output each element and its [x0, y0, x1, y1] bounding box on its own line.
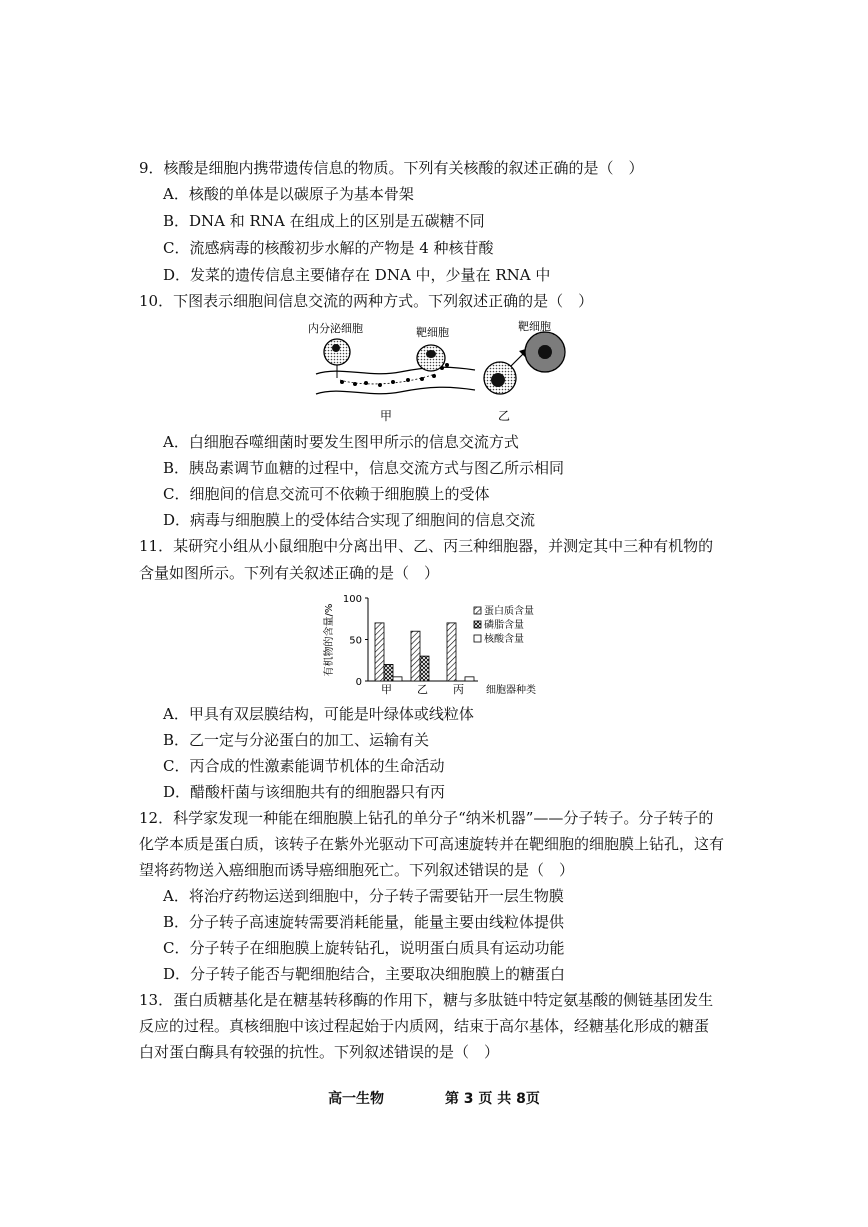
y-tick-label: 100 — [342, 594, 362, 605]
target-cell-label-b: 靶细胞 — [518, 320, 551, 333]
q10-option-d: D．病毒与细胞膜上的受体结合实现了细胞间的信息交流 — [163, 511, 536, 529]
bar-phospholipid-1 — [420, 656, 429, 681]
q12-option-d: D．分子转子能否与靶细胞结合，主要取决细胞膜上的糖蛋白 — [163, 965, 566, 983]
page-footer — [0, 1088, 868, 1108]
signaling-cell-b — [484, 362, 516, 394]
y-axis-label: 有机物的含量/% — [324, 603, 335, 677]
figure-caption-a: 甲 — [380, 409, 393, 423]
organelle-content-chart — [318, 590, 578, 700]
q13-stem-line3: 白对蛋白酶具有较强的抗性。下列叙述错误的是（ ） — [139, 1043, 500, 1061]
cell-signaling-figure — [300, 316, 580, 428]
q9-option-b: B．DNA 和 RNA 在组成上的区别是五碳糖不同 — [163, 212, 485, 230]
legend-label-protein: 蛋白质含量 — [484, 606, 534, 617]
q9-option-a: A．核酸的单体是以碳原子为基本骨架 — [163, 185, 414, 203]
x-category-label: 乙 — [417, 683, 428, 696]
q9-option-c: C．流感病毒的核酸初步水解的产物是 4 种核苷酸 — [163, 239, 494, 257]
endocrine-cell-label: 内分泌细胞 — [308, 322, 363, 335]
q11-option-a: A．甲具有双层膜结构，可能是叶绿体或线粒体 — [163, 705, 474, 723]
q11-stem-line2: 含量如图所示。下列有关叙述正确的是（ ） — [139, 564, 440, 582]
q10-stem: 10．下图表示细胞间信息交流的两种方式。下列叙述正确的是（ ） — [139, 292, 594, 310]
q11-option-c: C．丙合成的性激素能调节机体的生命活动 — [163, 757, 445, 775]
footer-subject: 高一生物 — [328, 1091, 385, 1107]
target-cell-b — [525, 332, 565, 372]
x-category-label: 甲 — [381, 683, 392, 696]
q11-stem-line1: 11．某研究小组从小鼠细胞中分离出甲、乙、丙三种细胞器，并测定其中三种有机物的 — [139, 537, 714, 555]
legend-label-phospholipid: 磷脂含量 — [484, 620, 524, 631]
q12-stem-line1: 12．科学家发现一种能在细胞膜上钻孔的单分子“纳米机器”——分子转子。分子转子的 — [139, 809, 714, 827]
y-tick-label: 50 — [349, 635, 362, 647]
bar-phospholipid-0 — [384, 664, 393, 681]
bar-protein-1 — [411, 631, 420, 681]
q13-stem-line1: 13．蛋白质糖基化是在糖基转移酶的作用下，糖与多肽链中特定氨基酸的侧链基团发生 — [139, 991, 714, 1009]
q10-option-c: C．细胞间的信息交流可不依赖于细胞膜上的受体 — [163, 485, 490, 503]
figure-caption-b: 乙 — [498, 409, 511, 423]
hormone-dots — [340, 374, 436, 387]
blood-vessel — [316, 367, 475, 374]
footer-page-number: 第 3 页 共 8页 — [444, 1091, 540, 1107]
endocrine-cell — [324, 339, 350, 365]
legend-swatch-phospholipid — [474, 621, 481, 628]
q13-stem-line2: 反应的过程。真核细胞中该过程起始于内质网，结束于高尔基体，经糖基化形成的糖蛋 — [139, 1017, 710, 1035]
bar-nucleic-acid-2 — [465, 677, 474, 681]
bar-nucleic-acid-0 — [393, 677, 402, 681]
bar-protein-2 — [447, 623, 456, 681]
x-category-label: 丙 — [453, 683, 464, 696]
legend-swatch-nucleic-acid — [474, 635, 481, 642]
bar-protein-0 — [375, 623, 384, 681]
q12-stem-line3: 望将药物送入癌细胞而诱导癌细胞死亡。下列叙述错误的是（ ） — [139, 861, 575, 879]
chart-legend — [474, 604, 534, 645]
q10-option-b: B．胰岛素调节血糖的过程中，信息交流方式与图乙所示相同 — [163, 459, 565, 477]
y-tick-label: 0 — [355, 677, 362, 688]
legend-label-nucleic-acid: 核酸含量 — [484, 634, 524, 645]
q12-option-c: C．分子转子在细胞膜上旋转钻孔，说明蛋白质具有运动功能 — [163, 939, 565, 957]
legend-swatch-protein — [474, 607, 481, 614]
target-cell-label-a: 靶细胞 — [416, 326, 449, 339]
q10-option-a: A．白细胞吞噬细菌时要发生图甲所示的信息交流方式 — [163, 433, 519, 451]
q11-option-d: D．醋酸杆菌与该细胞共有的细胞器只有丙 — [163, 783, 446, 801]
q9-option-d: D．发菜的遗传信息主要储存在 DNA 中，少量在 RNA 中 — [163, 266, 551, 284]
q11-option-b: B．乙一定与分泌蛋白的加工、运输有关 — [163, 731, 430, 749]
q12-stem-line2: 化学本质是蛋白质，该转子在紫外光驱动下可高速旋转并在靶细胞的细胞膜上钻孔，这有 — [139, 835, 725, 853]
q9-stem: 9．核酸是细胞内携带遗传信息的物质。下列有关核酸的叙述正确的是（ ） — [139, 159, 644, 177]
q12-option-b: B．分子转子高速旋转需要消耗能量，能量主要由线粒体提供 — [163, 913, 565, 931]
x-axis-label: 细胞器种类 — [486, 685, 536, 696]
q12-option-a: A．将治疗药物运送到细胞中，分子转子需要钻开一层生物膜 — [163, 887, 564, 905]
